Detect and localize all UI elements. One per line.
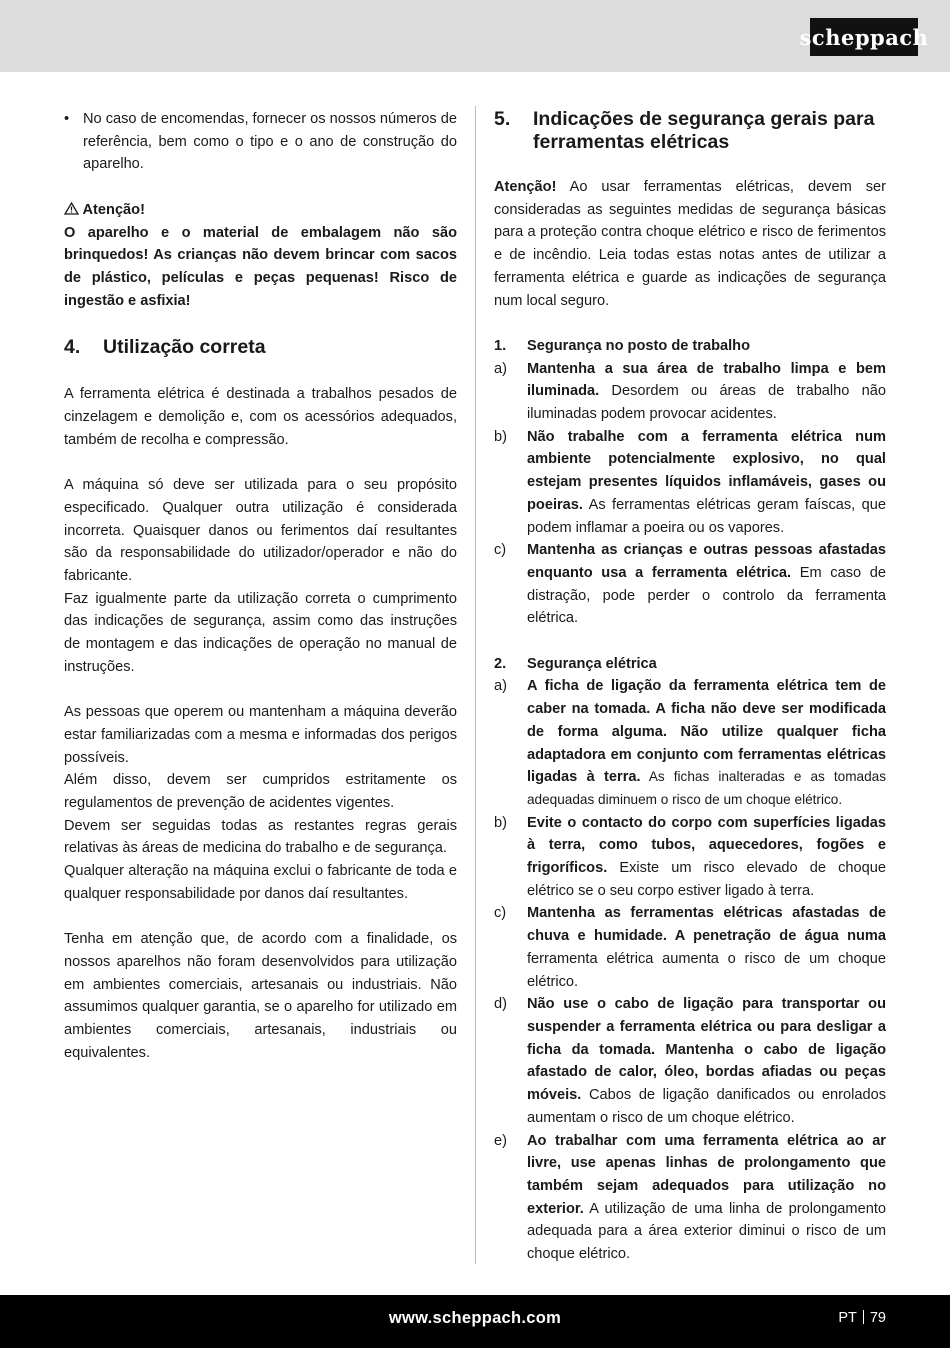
item-letter: b) [494,814,507,831]
warning-title: Atenção! [82,201,145,218]
page-indicator [838,1295,886,1342]
section-5-number: 5. [494,108,511,130]
subsection-2-heading [494,653,886,676]
item-text: Existe um risco elevado de choque elétrico se o seu corpo estiver ligado à terra. [527,860,886,899]
paragraph: As pessoas que operem ou mantenham a máquina deverão estar familiarizadas com a mesma e informadas dos perigos possíveis. [64,704,457,766]
paragraph: Tenha em atenção que, de acordo com a finalidade, os nossos aparelhos não foram desenvolvidos para utilização em ambientes comerciais, artesanais ou industriais. Não assumimos qualquer garantia, se o aparelho for utilizado em ambientes comerciais, artesanais, industriais ou equivalentes. [64,931,457,1061]
left-column [64,108,457,1064]
item-bold: Ao trabalhar com uma ferramenta elétrica ao ar livre, use apenas linhas de prolongamento que também sejam adequados para utilização no exterior. [527,1132,886,1217]
subsection-title: Segurança elétrica [527,655,657,672]
item-text: ferramenta elétrica aumenta o risco de um choque elétrico. [527,950,886,990]
separator [863,1310,864,1324]
subsection-number: 2. [494,655,507,672]
paragraph: Além disso, devem ser cumpridos estritamente os regulamentos de prevenção de acidentes vigentes. [64,772,457,811]
item-text: Cabos de ligação danificados ou enrolados aumentam o risco de um choque elétrico. [527,1087,886,1126]
list-item [494,902,886,993]
list-item [494,993,886,1129]
item-text: As ferramentas elétricas geram faíscas, que podem inflamar a poeira ou os vapores. [527,496,886,536]
section-4-heading [64,336,457,359]
item-letter: d) [494,996,507,1013]
item-text: Desordem ou áreas de trabalho não iluminadas podem provocar acidentes. [527,383,886,423]
subsection-number: 1. [494,337,507,354]
warning-block [64,199,457,313]
item-bold: Não trabalhe com a ferramenta elétrica num ambiente potencialmente explosivo, no qual estejam presentes líquidos inflamáveis, gases ou poeiras. [527,428,886,513]
item-letter: c) [494,905,507,922]
list-item [494,426,886,540]
section-4-number: 4. [64,336,81,359]
item-letter: c) [494,542,507,559]
warning-text: O aparelho e o material de embalagem não são brinquedos! As crianças não devem brincar com sacos de plástico, películas e peças pequenas! Risco de ingestão e asfixia! [64,224,457,309]
item-letter: e) [494,1132,507,1149]
section-5-intro [494,176,886,312]
bullet-icon: • [64,111,70,127]
section-5-title: Indicações de segurança gerais para ferramentas elétricas [533,108,875,153]
column-divider [475,106,476,1264]
item-letter: b) [494,428,507,445]
website-link[interactable]: www.scheppach.com [388,1309,562,1327]
item-bold: Mantenha as crianças e outras pessoas afastadas enquanto usa a ferramenta elétrica. [527,542,886,581]
footer-bar [0,1295,950,1348]
item-bold: Não use o cabo de ligação para transportar ou suspender a ferramenta elétrica ou para desligar a ficha da tomada. Mantenha o cabo de ligação afastado de calor, óleo, bordas afiadas ou peças móveis. [527,996,886,1104]
paragraph: Qualquer alteração na máquina exclui o fabricante de toda e qualquer responsabilidade por danos daí resultantes. [64,863,457,902]
attention-label: Atenção! [494,179,557,195]
ordering-bullet [64,108,457,176]
subsection-1-heading [494,335,886,358]
page-number: 79 [869,1310,886,1326]
section-4-title: Utilização correta [103,336,266,359]
item-bold: Mantenha a sua área de trabalho limpa e bem iluminada. [527,360,886,400]
scheppach-logo: scheppach [810,18,918,56]
item-text: As fichas inalteradas e as tomadas adequadas diminuem o risco de um choque elétrico. [527,769,886,807]
intro-text: Ao usar ferramentas elétricas, devem ser consideradas as seguintes medidas de segurança básicas para a proteção contra choque elétrico e risco de ferimentos e de incêndio. Leia todas estas notas antes de utilizar a ferramenta elétrica e guarde as indicações de segurança num local seguro. [494,179,886,309]
bullet-text: No caso de encomendas, fornecer os nossos números de referência, bem como o tipo e o ano de construção do aparelho. [83,111,457,173]
paragraph: A ferramenta elétrica é destinada a trabalhos pesados de cinzelagem e demolição e, com os acessórios adequados, também de recolha e compressão. [64,386,457,448]
list-item [494,1130,886,1266]
paragraph: Devem ser seguidas todas as restantes regras gerais relativas às áreas de medicina do trabalho e de segurança. [64,817,457,857]
paragraph: A máquina só deve ser utilizada para o seu propósito especificado. Qualquer outra utilização é considerada incorreta. Quaisquer danos ou ferimentos daí resultantes são da responsabilidade do utilizador/operador e não do fabricante. [64,477,457,584]
list-item [494,675,886,811]
item-letter: a) [494,360,507,377]
list-item [494,358,886,426]
section-5-heading [494,108,886,154]
list-item [494,539,886,630]
item-text: A utilização de uma linha de prolongamento adequada para a área exterior diminui o risco de um choque elétrico. [527,1200,886,1263]
warning-triangle-icon [64,202,79,215]
item-bold: Evite o contacto do corpo com superfícies ligadas à terra, como tubos, aquecedores, fogões e frigoríficos. [527,814,886,877]
paragraph: Faz igualmente parte da utilização correta o cumprimento das indicações de segurança, assim como das instruções de montagem e das indicações de operação no manual de instruções. [64,590,457,675]
list-item [494,812,886,903]
language-code: PT [838,1310,857,1326]
subsection-title: Segurança no posto de trabalho [527,337,750,354]
right-column [494,108,886,1266]
item-bold: A ficha de ligação da ferramenta elétrica tem de caber na tomada. A ficha não deve ser modificada de forma alguma. Não utilize qualquer ficha adaptadora em conjunto com ferramentas elétricas ligadas à terra. [527,678,886,786]
item-letter: a) [494,678,507,695]
item-bold: Mantenha as ferramentas elétricas afastadas de chuva e humidade. A penetração de água numa [527,905,886,945]
item-text: Em caso de distração, pode perder o controlo da ferramenta elétrica. [527,564,886,627]
